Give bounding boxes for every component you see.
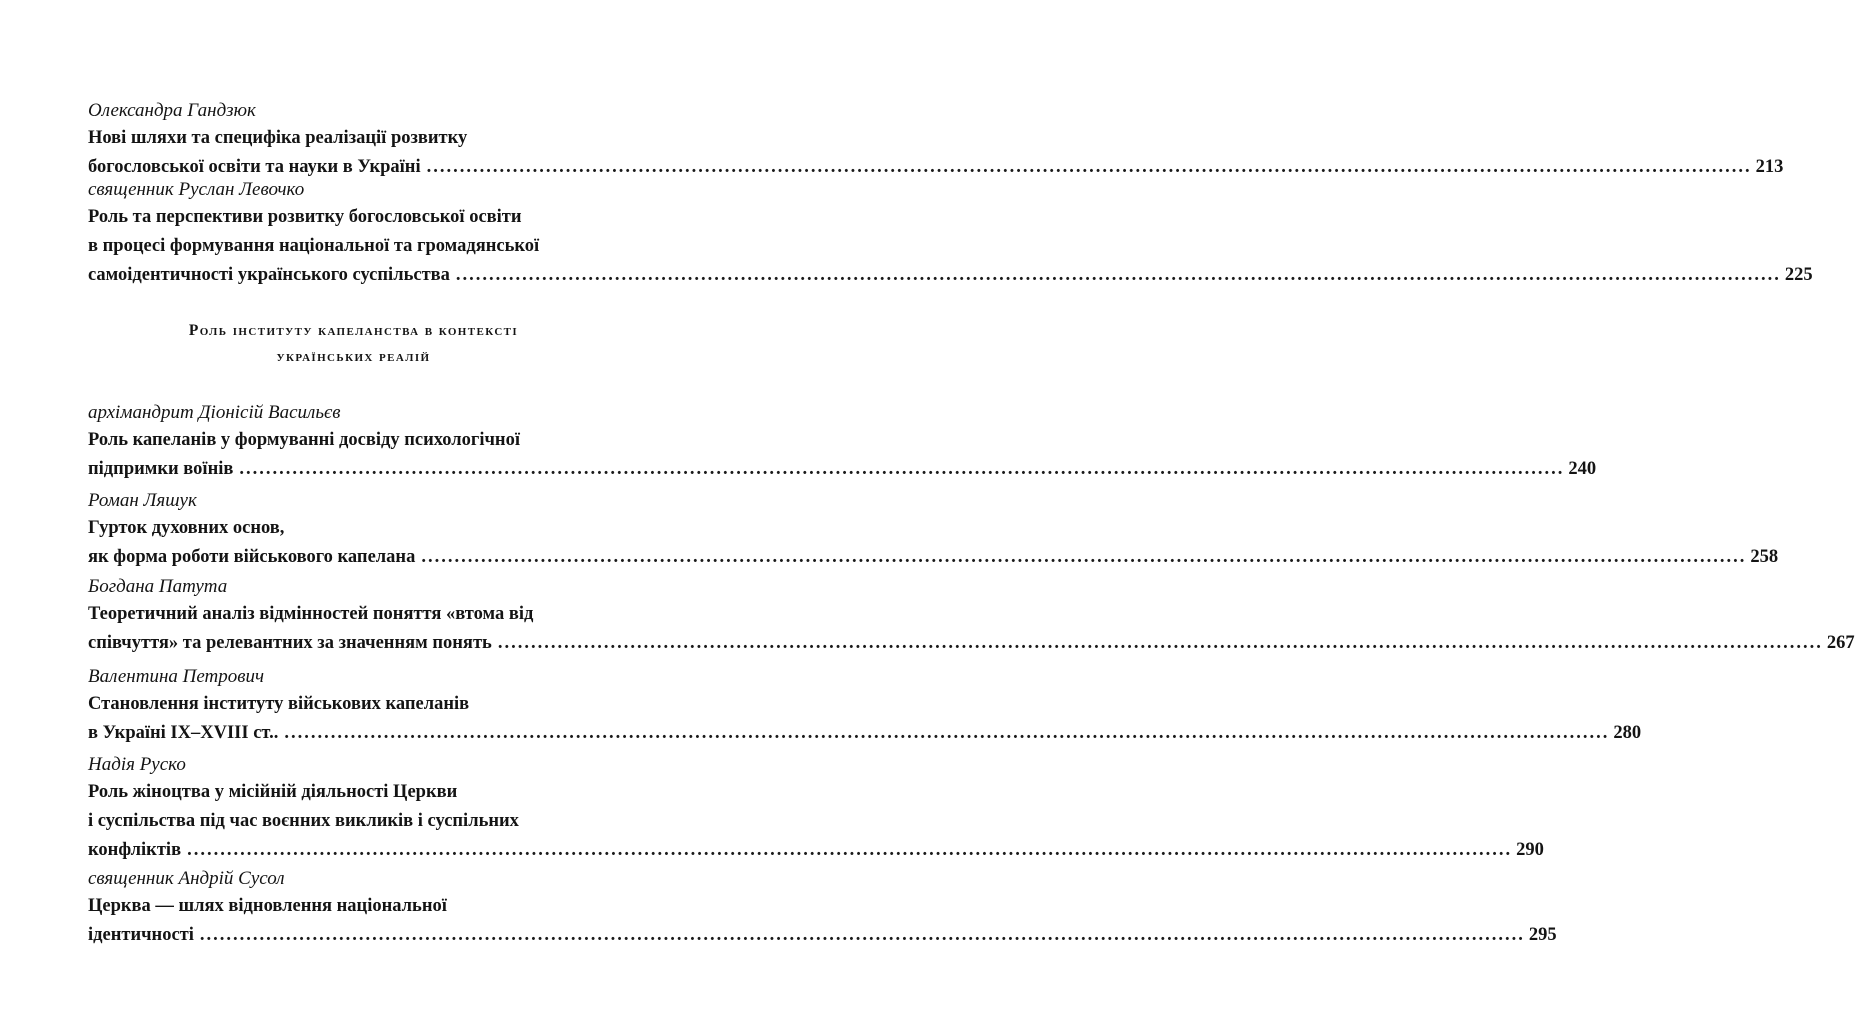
toc-entry[interactable] <box>88 752 1544 865</box>
toc-title-text: самоідентичності українського суспільства <box>88 265 450 285</box>
toc-title-line: Теоретичний аналіз відмінностей поняття «втома від <box>88 604 534 624</box>
toc-author: Роман Ляшук <box>88 490 197 511</box>
toc-title-text: як форма роботи військового капелана <box>88 547 416 567</box>
toc-title-line: Нові шляхи та специфіка реалізації розвитку <box>88 128 468 148</box>
toc-page-number: 280 <box>1613 723 1642 743</box>
toc-entry[interactable] <box>88 574 1855 658</box>
toc-entry[interactable] <box>88 488 1779 572</box>
toc-entry[interactable] <box>88 866 1557 950</box>
toc-title-line: Церква — шлях відновлення національної <box>88 896 447 916</box>
section-heading <box>88 318 619 370</box>
toc-page-number: 258 <box>1750 547 1779 567</box>
toc-author: Богдана Патута <box>88 576 228 597</box>
toc-page-number: 213 <box>1755 157 1784 177</box>
toc-title-line: і суспільства під час воєнних викликів і суспільних <box>88 811 519 831</box>
toc-title-text: в Україні IX–XVIII ст.. <box>88 723 279 743</box>
section-heading-line: Роль інституту капеланства в контексті <box>188 322 519 339</box>
dot-leader: ........................................................................................................................................................................................................ <box>421 547 1747 567</box>
dot-leader: ........................................................................................................................................................................................................ <box>284 723 1610 743</box>
toc-title-text: богословської освіти та науки в Україні <box>88 157 421 177</box>
toc-entry[interactable] <box>88 664 1642 748</box>
section-heading-line: українських реалій <box>276 348 431 365</box>
toc-title-text: підпримки воїнів <box>88 459 234 479</box>
toc-author: священник Руслан Левочко <box>88 179 305 200</box>
toc-page-number: 240 <box>1568 459 1597 479</box>
toc-title-line: Гурток духовних основ, <box>88 518 285 538</box>
toc-title-line: Роль та перспективи розвитку богословської освіти <box>88 207 522 227</box>
toc-title-line: Становлення інституту військових капеланів <box>88 694 470 714</box>
toc-title-line <box>88 629 1855 658</box>
toc-entry[interactable] <box>88 98 1784 182</box>
toc-title-line: в процесі формування національної та громадянської <box>88 236 540 256</box>
toc-title-line: Роль капеланів у формуванні досвіду психологічної <box>88 430 520 450</box>
dot-leader: ........................................................................................................................................................................................................ <box>199 925 1525 945</box>
toc-author: Надія Руско <box>88 754 186 775</box>
toc-entry[interactable] <box>88 400 1597 484</box>
dot-leader: ........................................................................................................................................................................................................ <box>455 265 1781 285</box>
dot-leader: ........................................................................................................................................................................................................ <box>426 157 1752 177</box>
toc-title-line <box>88 261 1813 290</box>
toc-title-line <box>88 455 1597 484</box>
toc-title-line <box>88 836 1544 865</box>
toc-title-text: конфліктів <box>88 840 182 860</box>
toc-title-line <box>88 719 1642 748</box>
toc-title-line <box>88 921 1557 950</box>
toc-title-line <box>88 543 1779 572</box>
toc-author: священник Андрій Сусол <box>88 868 285 889</box>
toc-author: Олександра Гандзюк <box>88 100 256 121</box>
toc-page-number: 295 <box>1528 925 1557 945</box>
dot-leader: ........................................................................................................................................................................................................ <box>497 633 1823 653</box>
toc-author: Валентина Петрович <box>88 666 265 687</box>
toc-page-number: 267 <box>1826 633 1855 653</box>
toc-author: архімандрит Діонісій Васильєв <box>88 402 341 423</box>
toc-page-number: 290 <box>1516 840 1544 860</box>
dot-leader: ........................................................................................................................................................................................................ <box>239 459 1565 479</box>
toc-page-number: 225 <box>1784 265 1813 285</box>
toc-title-text: співчуття» та релевантних за значенням понять <box>88 633 492 653</box>
toc-title-line: Роль жіноцтва у місійній діяльності Церкви <box>88 782 458 802</box>
dot-leader: ........................................................................................................................................................................................................ <box>187 840 1513 860</box>
toc-entry[interactable] <box>88 177 1813 290</box>
toc-title-text: ідентичності <box>88 925 194 945</box>
